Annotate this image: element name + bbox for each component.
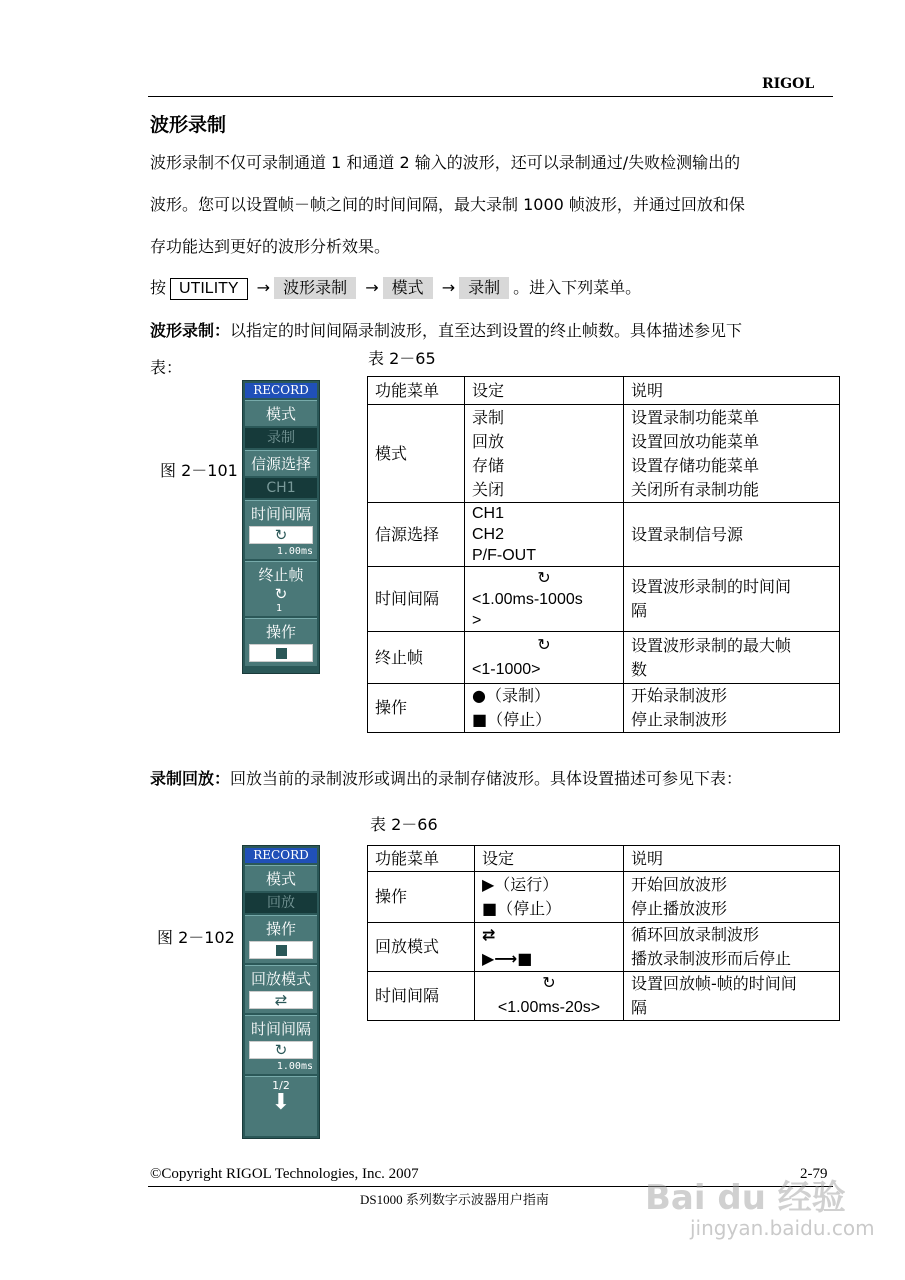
menu-cell: 时间间隔	[368, 567, 465, 632]
softkey: 模式	[383, 277, 433, 299]
record-menu-panel	[242, 380, 320, 674]
header-cell: 功能菜单	[368, 846, 475, 872]
table-caption: 表 2－66	[370, 815, 438, 834]
cell-line: ■（停止）	[482, 899, 562, 918]
page-indicator: 1/2	[272, 1079, 290, 1092]
cell-line: <1-1000>	[472, 660, 541, 678]
cell-line: 设置录制功能菜单	[631, 407, 760, 427]
interval-label: 时间间隔	[250, 505, 311, 523]
playback-text: 回放当前的录制波形或调出的录制存储波形。具体设置描述可参见下表：	[230, 769, 743, 788]
cell-line: 开始回放波形	[631, 875, 728, 894]
utility-key: UTILITY	[170, 278, 248, 300]
intro-line: 波形。您可以设置帧－帧之间的时间间隔，最大录制 1000 帧波形，并通过回放和保	[150, 195, 745, 214]
table-cell: 设置录制信号源	[624, 503, 840, 567]
menu-cell: 信源选择	[368, 503, 465, 567]
copyright: ©Copyright RIGOL Technologies, Inc. 2007	[150, 1166, 419, 1182]
arrow: →	[256, 278, 271, 297]
nav-path	[150, 275, 641, 300]
rotate-icon: ↻	[542, 975, 556, 992]
menu-cell: 回放模式	[368, 923, 475, 972]
record-desc	[150, 318, 742, 341]
cell-line: ●（录制）	[472, 686, 550, 705]
panel-title: RECORD	[245, 848, 317, 863]
operate-label: 操作	[265, 920, 296, 938]
header-cell: 设定	[465, 377, 624, 405]
menu-mode-value: 回放	[245, 893, 317, 913]
menu-mode[interactable]: 模式	[245, 865, 317, 891]
interval-value: 1.00ms	[276, 1061, 313, 1072]
cell-line: ▶（运行）	[482, 875, 559, 894]
section-title: 波形录制	[150, 114, 227, 136]
cell-line: 设置波形录制的时间间	[631, 577, 792, 596]
menu-playback-mode[interactable]	[245, 965, 317, 1013]
menu-source[interactable]: 信源选择	[245, 450, 317, 476]
softkey: 波形录制	[274, 277, 356, 299]
record-label: 波形录制：	[150, 321, 231, 340]
table-row	[368, 405, 840, 503]
table-row	[368, 503, 840, 567]
table-cell	[624, 872, 840, 923]
cell-line: CH1	[472, 505, 505, 522]
menu-cell: 操作	[368, 872, 475, 923]
menu-mode[interactable]: 模式	[245, 400, 317, 426]
interval-value: 1.00ms	[276, 546, 313, 557]
table-row	[368, 632, 840, 684]
cell-line: 循环回放录制波形	[631, 925, 760, 944]
end-frame-value: 1	[275, 603, 283, 614]
intro-line: 存功能达到更好的波形分析效果。	[150, 237, 391, 256]
page-number: 2-79	[800, 1166, 828, 1182]
table-cell	[624, 972, 840, 1021]
table-caption: 表 2－65	[368, 349, 436, 368]
interval-label: 时间间隔	[250, 1020, 311, 1038]
intro-line: 波形录制不仅可录制通道 1 和通道 2 输入的波形，还可以录制通过/失败检测输出的	[150, 153, 741, 172]
arrow-down-icon: ⬇	[271, 1090, 291, 1115]
menu-mode-value: 录制	[245, 428, 317, 448]
playback-mode-label: 回放模式	[250, 970, 311, 988]
table-row	[368, 684, 840, 733]
rotate-icon: ↻	[537, 569, 551, 587]
record-desc-cont: 表：	[150, 358, 183, 377]
table-cell	[465, 632, 624, 684]
stop-icon	[249, 644, 313, 662]
table-cell	[475, 972, 624, 1021]
menu-interval[interactable]	[245, 1015, 317, 1074]
header-cell: 说明	[624, 846, 840, 872]
stop-icon	[249, 941, 313, 959]
menu-operate[interactable]	[245, 618, 317, 666]
playback-label: 录制回放：	[150, 769, 231, 788]
menu-cell: 时间间隔	[368, 972, 475, 1021]
watermark-logo: Bai du 经验	[645, 1178, 846, 1218]
panel-title: RECORD	[245, 383, 317, 398]
header-cell: 设定	[475, 846, 624, 872]
cell-line: 停止播放波形	[631, 899, 728, 918]
header-rule	[148, 96, 833, 97]
playback-table	[367, 845, 840, 1021]
cell-line: 停止录制波形	[631, 710, 728, 729]
cell-line: <1.00ms-20s>	[497, 999, 601, 1016]
menu-source-value: CH1	[245, 478, 317, 498]
cell-line: 数	[631, 659, 648, 679]
softkey: 录制	[459, 277, 509, 299]
play-once-icon: ▶⟶■	[482, 949, 533, 968]
cell-line: 隔	[631, 601, 648, 620]
watermark-url: jingyan.baidu.com	[690, 1216, 875, 1240]
table-cell	[465, 405, 624, 503]
cell-line: ■（停止）	[472, 710, 552, 729]
cell-line: 播放录制波形而后停止	[631, 949, 792, 968]
table-cell	[465, 503, 624, 567]
cell-line: 设置波形录制的最大帧	[631, 635, 792, 655]
end-frame-label: 终止帧	[258, 566, 304, 584]
cell-line: P/F-OUT	[472, 547, 536, 564]
cell-line: 存储	[472, 455, 505, 475]
rotate-icon: ↻	[249, 1041, 313, 1059]
table-cell	[624, 684, 840, 733]
rotate-icon: ↻	[249, 526, 313, 544]
playback-desc	[150, 766, 742, 789]
menu-cell: 操作	[368, 684, 465, 733]
table-cell	[624, 405, 840, 503]
table-cell	[624, 923, 840, 972]
playback-menu-panel	[242, 845, 320, 1139]
menu-cell: 终止帧	[368, 632, 465, 684]
cell-line: >	[472, 611, 482, 629]
rotate-icon: ↻	[274, 585, 288, 603]
cell-line: 关闭所有录制功能	[631, 479, 760, 499]
rotate-icon: ↻	[537, 636, 551, 654]
figure-label: 图 2－101	[160, 461, 238, 480]
loop-icon: ⇄	[249, 991, 313, 1009]
table-cell	[475, 872, 624, 923]
arrow: →	[441, 278, 456, 297]
cell-line: 回放	[472, 431, 505, 451]
table-cell	[475, 923, 624, 972]
record-table	[367, 376, 840, 733]
header-cell: 功能菜单	[368, 377, 465, 405]
header-cell: 说明	[624, 377, 840, 405]
cell-line: CH2	[472, 526, 505, 543]
menu-operate[interactable]	[245, 915, 317, 963]
arrow: →	[365, 278, 379, 297]
nav-suffix: 。进入下列菜单。	[513, 278, 642, 297]
table-cell	[624, 632, 840, 684]
cell-line: 录制	[472, 407, 505, 427]
table-row	[368, 567, 840, 632]
cell-line: 设置回放功能菜单	[631, 431, 760, 451]
menu-end-frame[interactable]	[245, 561, 317, 616]
table-row	[368, 872, 840, 923]
table-cell	[465, 684, 624, 733]
nav-press: 按	[150, 278, 167, 297]
operate-label: 操作	[265, 623, 296, 641]
menu-interval[interactable]	[245, 500, 317, 559]
cell-line: 开始录制波形	[631, 686, 728, 705]
cell-line: 关闭	[472, 479, 505, 499]
menu-cell: 模式	[368, 405, 465, 503]
brand-header: RIGOL	[762, 76, 815, 92]
cell-line: 设置存储功能菜单	[631, 455, 760, 475]
guide-title: DS1000 系列数字示波器用户指南	[360, 1192, 549, 1207]
table-cell	[465, 567, 624, 632]
table-row	[368, 972, 840, 1021]
next-page-button[interactable]	[245, 1076, 317, 1136]
cell-line: <1.00ms-1000s	[472, 590, 583, 608]
table-cell	[624, 567, 840, 632]
loop-icon: ⇄	[482, 925, 496, 944]
cell-line: 隔	[631, 998, 648, 1017]
record-text: 以指定的时间间隔录制波形，直至达到设置的终止帧数。具体描述参见下	[230, 321, 743, 340]
cell-line: 设置回放帧-帧的时间间	[631, 974, 797, 993]
figure-label: 图 2－102	[157, 928, 235, 947]
table-row	[368, 923, 840, 972]
